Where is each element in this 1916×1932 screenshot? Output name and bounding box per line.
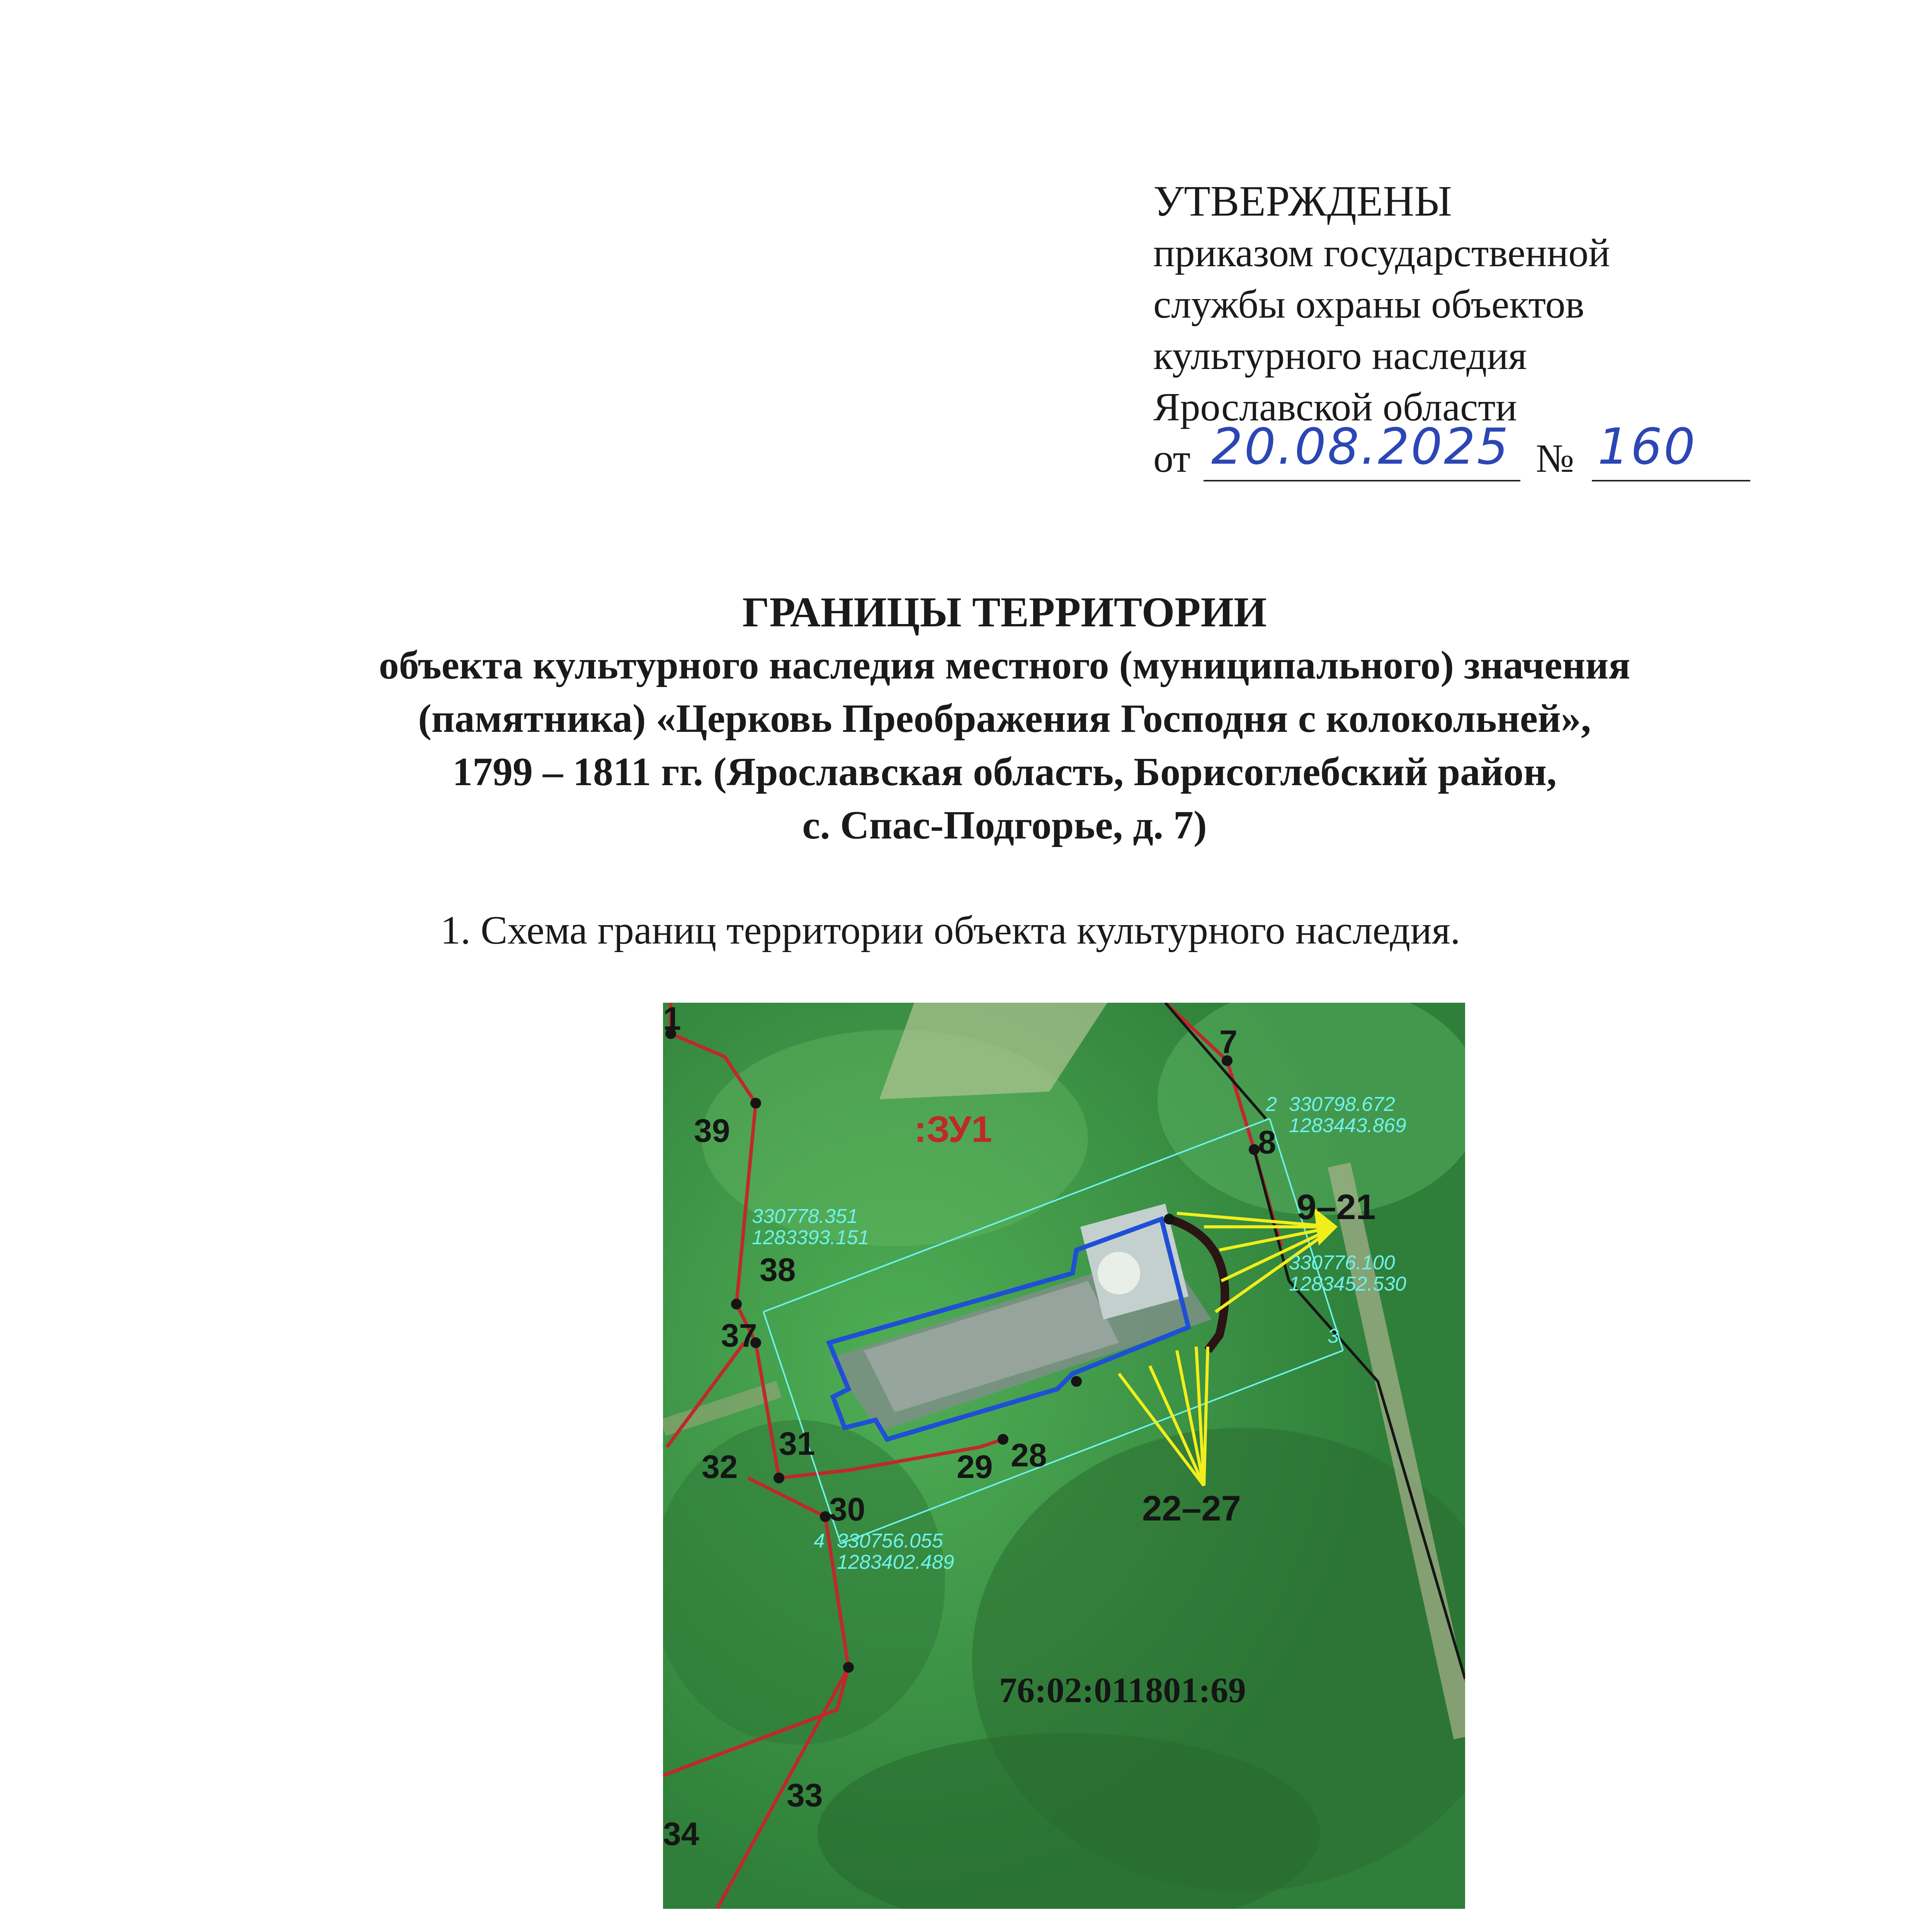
- point-label-33: 33: [787, 1777, 823, 1813]
- point-marker: [1164, 1214, 1175, 1225]
- approval-block: [1153, 176, 1764, 484]
- title-main: ГРАНИЦЫ ТЕРРИТОРИИ: [742, 588, 1267, 636]
- point-label-29: 29: [957, 1449, 993, 1485]
- point-label-28: 28: [1011, 1437, 1047, 1473]
- point-marker: [750, 1098, 761, 1109]
- point-label-39: 39: [694, 1112, 730, 1149]
- group-label-22-27: 22–27: [1142, 1489, 1241, 1528]
- boundary-map: [663, 1003, 1465, 1909]
- section-1-heading: 1. Схема границ территории объекта культурного наследия.: [440, 908, 1460, 952]
- parcel-cadastral-number: 76:02:011801:69: [999, 1670, 1246, 1710]
- title-line: объекта культурного наследия местного (муниципального) значения: [379, 643, 1630, 687]
- order-date-handwritten: 20.08.2025: [1211, 418, 1510, 476]
- point-label-34: 34: [663, 1816, 699, 1852]
- document-title: [232, 585, 1777, 852]
- point-marker: [1071, 1376, 1082, 1387]
- annotation-y: 1283452.530: [1289, 1273, 1406, 1295]
- annotation-x: 330756.055: [837, 1530, 943, 1552]
- point-label-1: 1: [663, 1003, 681, 1037]
- point-label-30: 30: [829, 1491, 865, 1527]
- annotation-x: 330798.672: [1289, 1093, 1395, 1116]
- approval-line: Ярославской области: [1153, 385, 1517, 429]
- point-label-8: 8: [1258, 1124, 1276, 1160]
- title-line: 1799 – 1811 гг. (Ярославская область, Борисоглебский район,: [452, 750, 1557, 794]
- point-label-37: 37: [721, 1317, 757, 1354]
- point-label-38: 38: [760, 1252, 796, 1288]
- annotation-index: 2: [1266, 1093, 1277, 1116]
- annotation-x: 330778.351: [752, 1205, 858, 1228]
- approval-line: службы охраны объектов: [1153, 282, 1584, 327]
- point-label-32: 32: [702, 1449, 738, 1485]
- number-prefix: №: [1536, 436, 1574, 481]
- annotation-y: 1283393.151: [752, 1226, 869, 1249]
- map-drawing: [663, 1003, 1465, 1909]
- point-label-7: 7: [1219, 1024, 1238, 1060]
- approval-heading: УТВЕРЖДЕНЫ: [1153, 177, 1452, 225]
- date-prefix: от: [1153, 436, 1191, 481]
- approval-line: культурного наследия: [1153, 333, 1527, 378]
- order-date-number: [1153, 418, 1764, 484]
- number-underline: [1592, 480, 1750, 481]
- annotation-y: 1283443.869: [1289, 1114, 1406, 1137]
- point-label-31: 31: [779, 1425, 815, 1462]
- dome: [1098, 1252, 1140, 1294]
- approval-line: приказом государственной: [1153, 231, 1610, 275]
- date-underline: [1204, 480, 1520, 481]
- point-marker: [731, 1299, 742, 1310]
- annotation-x: 330776.100: [1289, 1252, 1395, 1274]
- title-line: (памятника) «Церковь Преображения Господня с колокольней»,: [418, 696, 1591, 741]
- group-label-9-21: 9–21: [1297, 1187, 1376, 1227]
- order-number-handwritten: 160: [1598, 418, 1697, 476]
- annotation-index: 4: [814, 1530, 825, 1552]
- annotation-y: 1283402.489: [837, 1551, 954, 1573]
- zone-label: :ЗУ1: [914, 1109, 992, 1150]
- title-line: с. Спас-Подгорье, д. 7): [802, 803, 1207, 847]
- point-marker: [998, 1434, 1008, 1445]
- point-marker: [843, 1662, 854, 1673]
- point-marker: [774, 1473, 784, 1483]
- annotation-index: 3: [1328, 1325, 1339, 1347]
